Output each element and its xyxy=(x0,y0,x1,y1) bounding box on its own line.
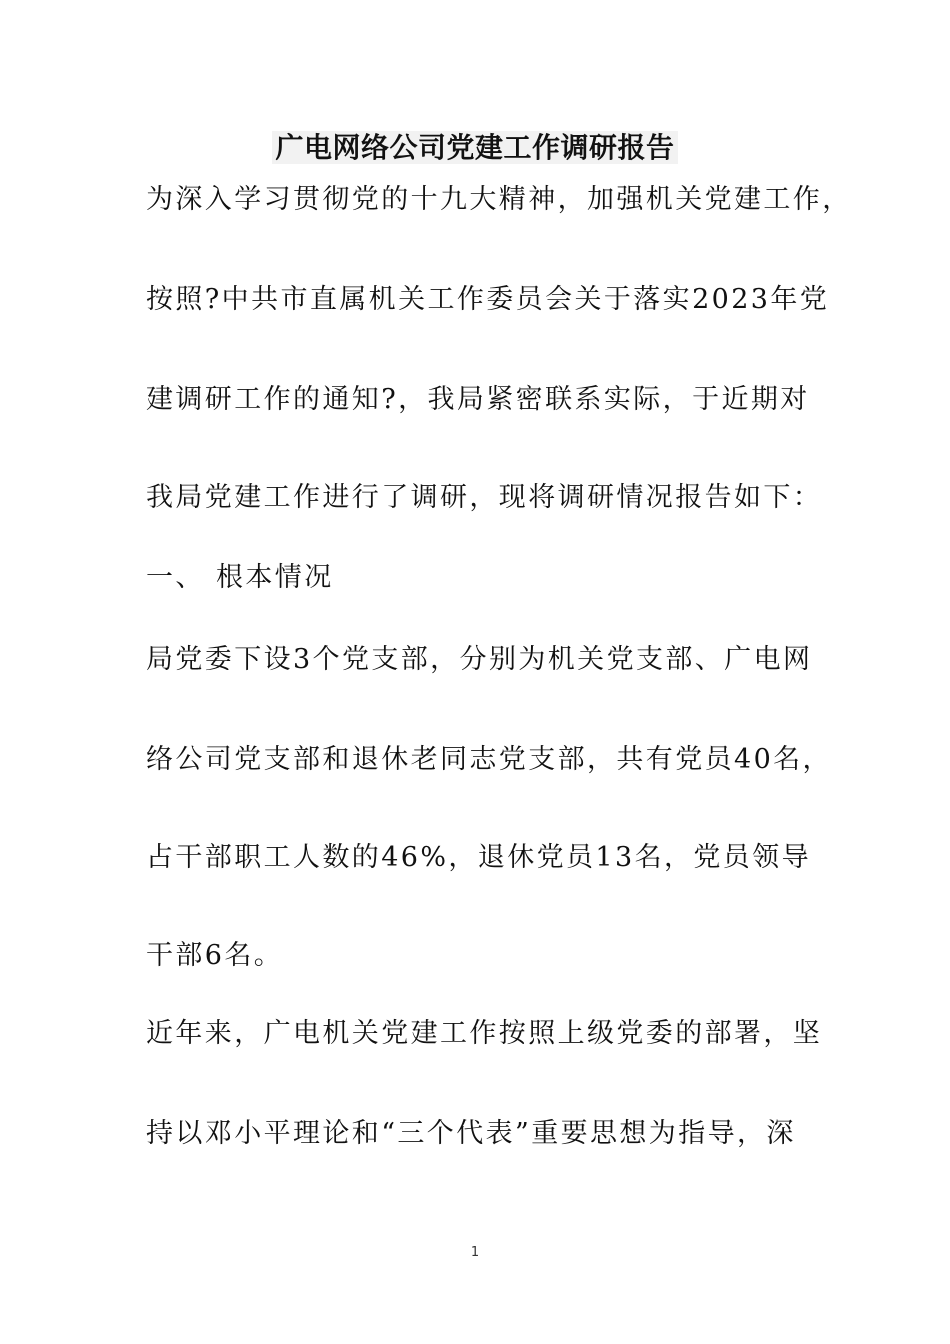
paragraph-line: 络公司党支部和退休老同志党支部，共有党员40名， xyxy=(146,744,832,775)
paragraph-line: 为深入学习贯彻党的十九大精神，加强机关党建工作， xyxy=(146,184,852,215)
paragraph-line: 近年来，广电机关党建工作按照上级党委的部署，坚 xyxy=(146,1018,823,1049)
section-heading xyxy=(146,558,846,598)
paragraph-line: 持以邓小平理论和“三个代表”重要思想为指导，深 xyxy=(146,1118,796,1149)
document-title-text: 广电网络公司党建工作调研报告 xyxy=(272,131,677,164)
section-title: 根本情况 xyxy=(216,562,334,593)
document-title xyxy=(0,128,950,168)
paragraph-line: 建调研工作的通知?，我局紧密联系实际，于近期对 xyxy=(146,384,810,415)
section-number: 一、 xyxy=(146,562,205,593)
page-number: 1 xyxy=(470,1245,480,1260)
paragraph-line: 占干部职工人数的46%，退休党员13名，党员领导 xyxy=(146,842,811,873)
paragraph-line: 我局党建工作进行了调研，现将调研情况报告如下： xyxy=(146,482,823,513)
paragraph-line: 干部6名。 xyxy=(146,940,284,971)
paragraph-line: 按照?中共市直属机关工作委员会关于落实2023年党 xyxy=(146,284,830,315)
paragraph-line: 局党委下设3个党支部，分别为机关党支部、广电网 xyxy=(146,644,813,675)
